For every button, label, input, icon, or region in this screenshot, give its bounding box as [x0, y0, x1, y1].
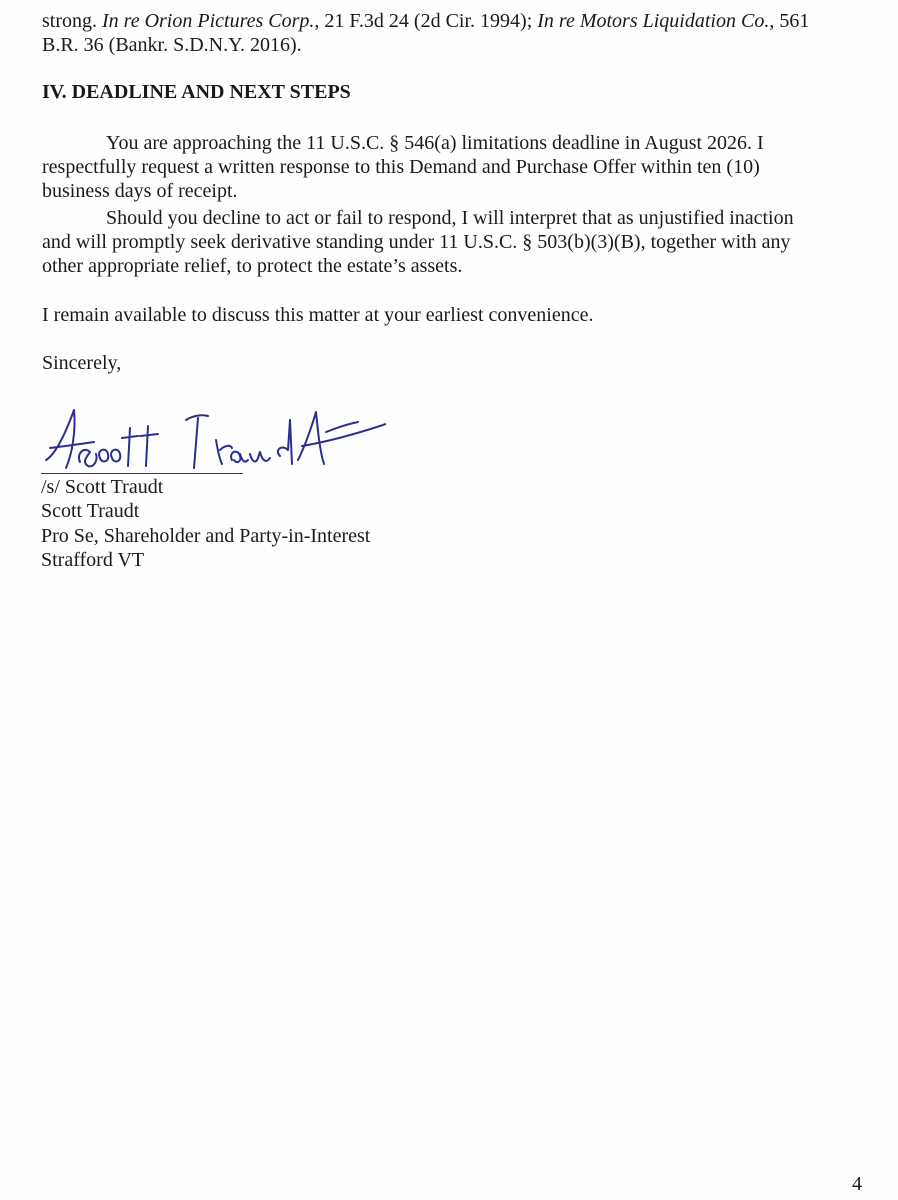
signature-line — [41, 473, 243, 474]
paragraph2-line-3: other appropriate relief, to protect the estate’s assets. — [42, 255, 463, 277]
citation-orion: , 21 F.3d 24 (2d Cir. 1994); — [314, 10, 538, 32]
case-name-orion: In re Orion Pictures Corp. — [102, 10, 315, 32]
section-heading: IV. DEADLINE AND NEXT STEPS — [42, 81, 351, 103]
citation-line — [42, 9, 809, 33]
paragraph1-line-1: You are approaching the 11 U.S.C. § 546(a) limitations deadline in August 2026. I — [106, 132, 764, 154]
paragraph2-line-1: Should you decline to act or fail to respond, I will interpret that as unjustified inaction — [106, 207, 794, 229]
signature-icon — [36, 402, 386, 476]
page-number: 4 — [852, 1173, 862, 1195]
citation-prefix: strong. — [42, 10, 102, 32]
paragraph1-line-2: respectfully request a written response to this Demand and Purchase Offer within ten (10) — [42, 156, 760, 178]
signer-location: Strafford VT — [41, 549, 145, 571]
paragraph1-line-3: business days of receipt. — [42, 180, 238, 202]
closing-line: I remain available to discuss this matter at your earliest convenience. — [42, 304, 594, 326]
handwritten-signature — [36, 402, 386, 476]
signer-name: Scott Traudt — [41, 500, 140, 522]
salutation: Sincerely, — [42, 352, 122, 374]
case-name-motors: In re Motors Liquidation Co. — [537, 10, 770, 32]
citation-suffix: , 561 — [769, 10, 810, 32]
citation-line-2: B.R. 36 (Bankr. S.D.N.Y. 2016). — [42, 34, 302, 56]
signature-conformed: /s/ Scott Traudt — [41, 476, 164, 498]
paragraph2-line-2: and will promptly seek derivative standing under 11 U.S.C. § 503(b)(3)(B), together with any — [42, 231, 791, 253]
signer-title: Pro Se, Shareholder and Party-in-Interest — [41, 525, 371, 547]
